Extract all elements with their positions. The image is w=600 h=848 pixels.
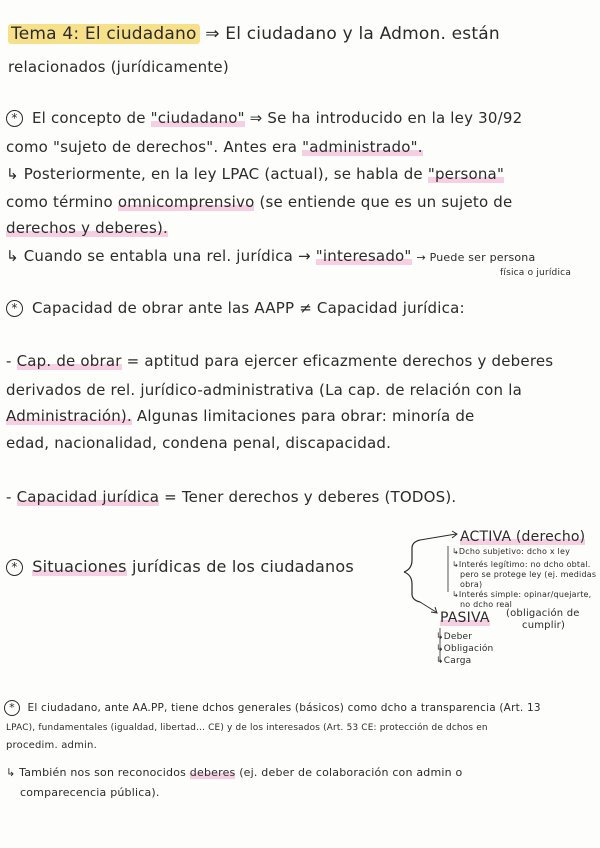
asterisk-bullet-icon: *	[4, 700, 20, 716]
term-administracion: Administración).	[6, 407, 132, 425]
activa-label: ACTIVA (derecho)	[460, 529, 586, 545]
topic-title: Tema 4: El ciudadano	[8, 24, 200, 44]
arrow-icon: →	[298, 247, 316, 265]
term-cap-obrar: Cap. de obrar	[16, 352, 122, 370]
concepto-text: (se entiende que es un sujeto de	[259, 193, 513, 211]
brace-upper-stroke	[404, 540, 420, 572]
pasiva-note-1: (obligación de	[506, 608, 580, 619]
activa-item-4: obra)	[460, 580, 483, 589]
term-administrado: "administrado".	[302, 138, 423, 156]
concepto-text: Posteriormente, en la ley LPAC (actual), se habla de	[23, 165, 423, 183]
concepto-text: Cuando se entabla una rel. jurídica	[23, 247, 294, 265]
capacidad-text: = aptitud para ejercer eficazmente derechos y deberes	[126, 352, 554, 370]
pasiva-item-3	[436, 656, 471, 667]
activa-item-text: Interés legítimo: no dcho obtal.	[458, 560, 591, 569]
concepto-line-7: física o jurídica	[500, 268, 572, 278]
term-ciudadano: "ciudadano"	[150, 109, 245, 127]
activa-item-1	[452, 547, 570, 557]
activa-item-5	[452, 590, 591, 600]
curved-arrow-icon: ↳	[436, 656, 444, 666]
situaciones-heading-text: jurídicas de los ciudadanos	[131, 557, 354, 576]
activa-item-text: Dcho subjetivo: dcho x ley	[458, 547, 571, 556]
term-derechos-deberes: derechos y deberes).	[6, 219, 168, 237]
term-situaciones: Situaciones	[32, 557, 127, 576]
curved-arrow-icon: ↳	[436, 632, 444, 642]
curved-arrow-icon: ↳	[436, 644, 444, 654]
arrow-icon: →	[416, 251, 430, 264]
concepto-text: como término	[6, 193, 113, 211]
term-interesado: "interesado"	[315, 247, 412, 265]
derechos-line-4	[6, 766, 462, 780]
arrow-to-activa	[420, 534, 456, 540]
pasiva-label: PASIVA	[440, 610, 490, 626]
term-deberes: deberes	[189, 766, 236, 779]
arrow-to-pasiva	[420, 602, 436, 612]
derechos-line-2: LPAC), fundamentales (igualdad, libertad... CE) y de los interesados (Art. 53 CE: protección de dchos en	[6, 723, 488, 733]
pasiva-note-2: cumplir)	[522, 620, 566, 631]
curved-arrow-icon: ↳	[6, 766, 20, 779]
capacidad-heading-text: Capacidad de obrar ante las AAPP ≠ Capacidad jurídica:	[31, 299, 465, 317]
pasiva-item-text: Carga	[443, 656, 472, 666]
concepto-text: como "sujeto de derechos". Antes era	[6, 138, 298, 156]
capacidad-obrar-line-4: edad, nacionalidad, condena penal, discapacidad.	[6, 434, 392, 452]
derechos-line-1	[4, 700, 541, 716]
pasiva-item-text: Deber	[443, 632, 473, 642]
activa-item-2	[452, 560, 591, 570]
derechos-text: También nos son reconocidos	[19, 766, 187, 779]
activa-item-text: Interés simple: opinar/quejarte,	[458, 590, 592, 599]
double-arrow-icon: ⇒	[249, 109, 268, 127]
brace-lower-stroke	[404, 572, 420, 602]
concepto-side-note: Puede ser persona	[429, 251, 536, 264]
capacidad-text: Algunas limitaciones para obrar: minoría de	[136, 407, 475, 425]
asterisk-bullet-icon: *	[6, 559, 23, 576]
derechos-line-3: procedim. admin.	[6, 740, 97, 751]
situacion-activa	[460, 527, 585, 547]
term-cap-juridica: Capacidad jurídica	[16, 488, 160, 506]
pasiva-item-2	[436, 644, 493, 655]
pasiva-item-text: Obligación	[443, 644, 494, 654]
concepto-text: El concepto de	[31, 109, 146, 127]
double-arrow-icon: ⇒	[205, 24, 226, 44]
derechos-text: El ciudadano, ante AA.PP, tiene dchos generales (básicos) como dcho a transparencia (Art. 13	[27, 702, 541, 714]
derechos-text: (ej. deber de colaboración con admin o	[239, 766, 463, 779]
situacion-pasiva	[440, 608, 490, 628]
term-omnicomprensivo: omnicomprensivo	[117, 193, 255, 211]
title-rest: El ciudadano y la Admon. están	[225, 24, 500, 44]
asterisk-bullet-icon: *	[6, 300, 23, 317]
asterisk-bullet-icon: *	[6, 110, 23, 127]
term-persona: "persona"	[427, 165, 505, 183]
capacidad-text: = Tener derechos y deberes (TODOS).	[164, 488, 457, 506]
concepto-text: Se ha introducido en la ley 30/92	[267, 109, 523, 127]
curved-arrow-icon: ↳	[6, 165, 24, 183]
curved-arrow-icon: ↳	[452, 547, 459, 556]
capacidad-obrar-line-2: derivados de rel. jurídico-administrativa (La cap. de relación con la	[6, 381, 522, 399]
derechos-line-5: comparecencia pública).	[20, 786, 160, 799]
activa-item-3: pero se protege ley (ej. medidas	[460, 570, 597, 579]
curved-arrow-icon: ↳	[6, 247, 24, 265]
dash-bullet: -	[6, 488, 17, 506]
activa-item-6: no dcho real	[460, 600, 513, 609]
dash-bullet: -	[6, 352, 17, 370]
pasiva-item-1	[436, 632, 472, 643]
curved-arrow-icon: ↳	[452, 560, 459, 569]
title-line-2: relacionados (jurídicamente)	[8, 58, 229, 76]
curved-arrow-icon: ↳	[452, 590, 459, 599]
